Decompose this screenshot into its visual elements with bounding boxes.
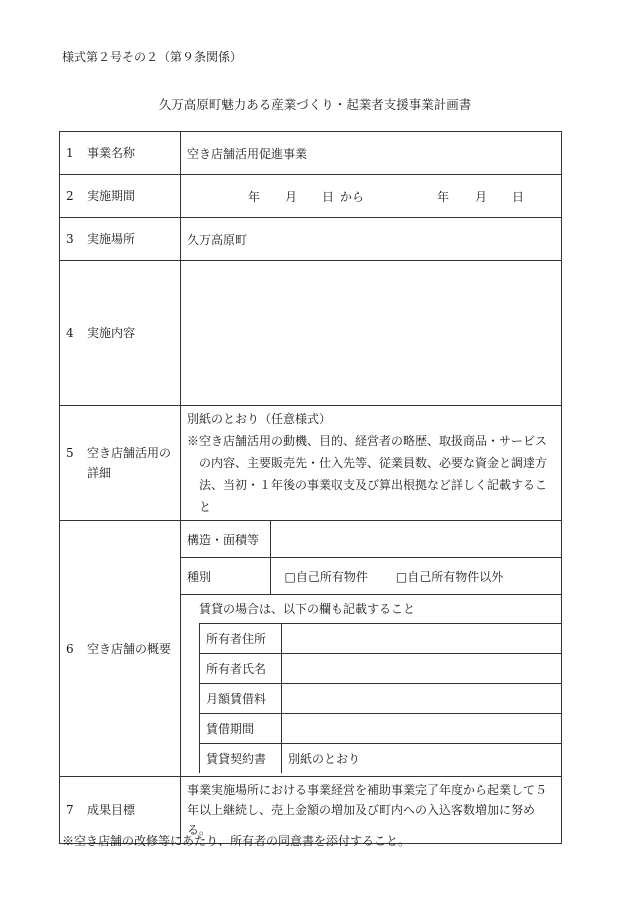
end-day: 日 [512, 190, 525, 204]
period-value [181, 175, 562, 218]
label-content [60, 261, 181, 406]
checkbox-icon: □ [395, 569, 408, 584]
label-business-name [60, 132, 181, 175]
page-title: 久万高原町魅力ある産業づくり・起業者支援事業計画書 [158, 97, 472, 112]
details-value [181, 406, 562, 521]
lease-period-label: 賃借期間 [200, 714, 282, 744]
label-period [60, 175, 181, 218]
rental-section-cell [181, 595, 561, 774]
owner-name-value[interactable] [282, 654, 562, 684]
monthly-rent-label: 月額賃借料 [200, 684, 282, 714]
end-year: 年 [437, 190, 450, 204]
row-business-name [60, 132, 562, 175]
row-details [60, 406, 562, 521]
lease-contract-row [200, 744, 562, 774]
option-other-label: 自己所有物件以外 [407, 569, 504, 584]
checkbox-other[interactable] [396, 570, 503, 584]
row-number: 2 [66, 189, 74, 203]
from-text: から [340, 190, 365, 204]
row-label: 成果目標 [87, 803, 136, 817]
start-day: 日 [322, 190, 335, 204]
goal-value: 事業実施場所における事業経営を補助事業完了年度から起業して５年以上継続し、売上金額の増加及び町内への入込客数増加に努める。 [181, 777, 562, 844]
structure-value[interactable] [270, 521, 561, 558]
row-number: 7 [66, 803, 74, 817]
lease-period-row [200, 714, 562, 744]
row-label: 実施期間 [87, 189, 136, 203]
content-value[interactable] [181, 261, 562, 406]
row-number: 3 [66, 232, 74, 246]
lease-contract-label: 賃貸契約書 [200, 744, 282, 774]
checkbox-own[interactable] [285, 570, 368, 584]
lease-contract-value: 別紙のとおり [282, 744, 562, 774]
label-location [60, 218, 181, 261]
owner-name-row [200, 654, 562, 684]
row-number: 5 [66, 446, 74, 460]
structure-row [181, 521, 561, 558]
structure-label: 構造・面積等 [181, 521, 270, 558]
store-overview-cell [181, 521, 562, 777]
row-label [87, 443, 171, 483]
details-first-line: 別紙のとおり（任意様式） [187, 412, 332, 426]
label-store-overview [60, 521, 181, 777]
details-note: ※空き店舗活用の動機、目的、経営者の略歴、取扱商品・サービスの内容、主要販売先・仕入先等、従業員数、必要な資金と調達方法、当初・１年後の事業収支及び算出根拠など詳しく記載すること [187, 434, 548, 514]
owner-name-label: 所有者氏名 [200, 654, 282, 684]
rental-section [181, 595, 561, 774]
rental-table [199, 623, 561, 773]
footer-note: ※空き店舗の改修等にあたり、所有者の同意書を添付すること。 [62, 834, 411, 848]
owner-address-label: 所有者住所 [200, 624, 282, 654]
lease-period-value[interactable] [282, 714, 562, 744]
row-label: 実施場所 [87, 232, 136, 246]
label-line-1: 空き店舗活用の [87, 446, 172, 460]
row-label: 実施内容 [87, 326, 136, 340]
start-year: 年 [248, 190, 261, 204]
row-store-overview [60, 521, 562, 777]
end-month: 月 [475, 190, 488, 204]
type-options [270, 558, 561, 595]
rental-note: 賃貸の場合は、以下の欄も記載すること [199, 602, 416, 616]
location-value: 久万高原町 [181, 218, 562, 261]
store-overview-table [181, 521, 561, 773]
type-row [181, 558, 561, 595]
option-own-label: 自己所有物件 [295, 569, 368, 584]
row-content [60, 261, 562, 406]
form-number: 様式第２号その２（第９条関係） [62, 50, 243, 64]
monthly-rent-row [200, 684, 562, 714]
label-line-2: 詳細 [87, 466, 112, 480]
plan-table [59, 131, 562, 844]
owner-address-row [200, 624, 562, 654]
checkbox-icon: □ [284, 569, 296, 584]
row-period [60, 175, 562, 218]
start-month: 月 [285, 190, 298, 204]
type-label: 種別 [181, 558, 270, 595]
business-name-value: 空き店舗活用促進事業 [181, 132, 562, 175]
row-location [60, 218, 562, 261]
label-details [60, 406, 181, 521]
row-label: 事業名称 [87, 146, 136, 160]
row-label: 空き店舗の概要 [87, 641, 172, 656]
row-number: 1 [66, 146, 74, 160]
row-number: 4 [66, 326, 74, 340]
owner-address-value[interactable] [282, 624, 562, 654]
monthly-rent-value[interactable] [282, 684, 562, 714]
row-number: 6 [66, 641, 74, 656]
